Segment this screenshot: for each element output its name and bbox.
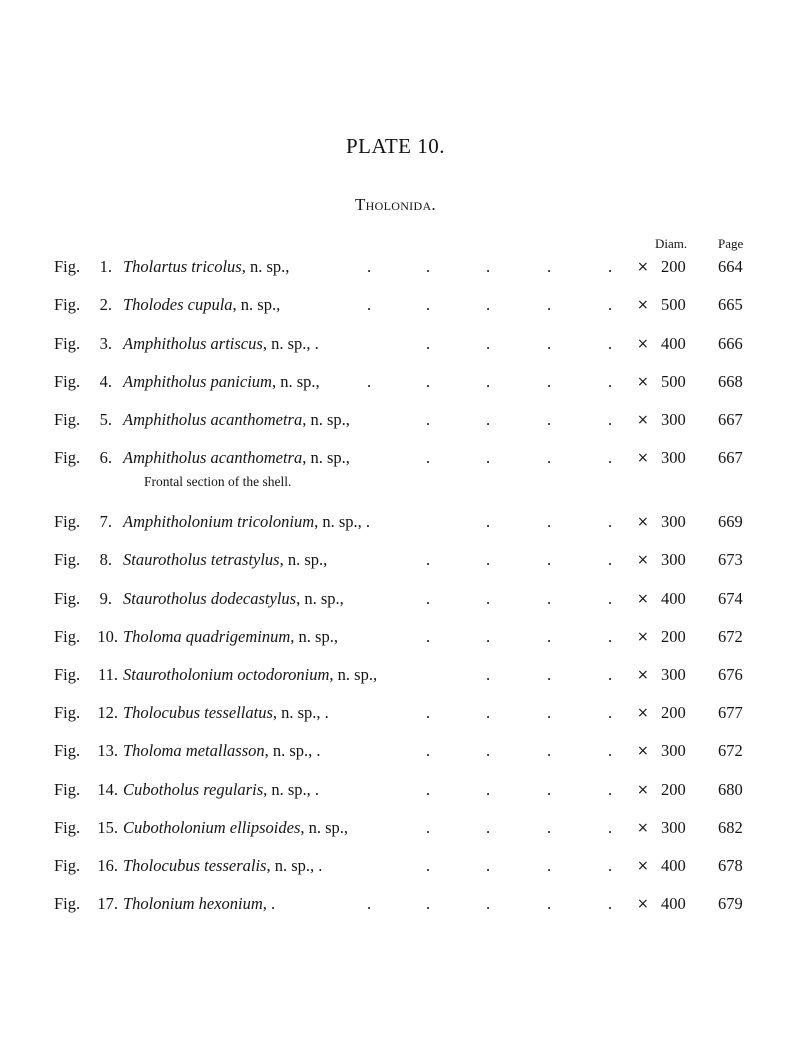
leader-dot: . bbox=[547, 780, 552, 799]
species-binomial: Tholocubus tessellatus bbox=[123, 703, 273, 722]
figure-row bbox=[0, 741, 800, 765]
figure-label: Fig. bbox=[54, 665, 81, 684]
leader-dot: . bbox=[547, 665, 552, 684]
figure-row bbox=[0, 334, 800, 358]
species-name bbox=[123, 627, 338, 647]
leader-dot: . bbox=[486, 257, 491, 276]
leader-dot: . bbox=[608, 665, 613, 684]
leader-dot: . bbox=[608, 334, 613, 353]
species-suffix: , n. sp., . bbox=[264, 741, 321, 760]
leader-dot: . bbox=[547, 295, 552, 314]
figure-label: Fig. bbox=[54, 410, 81, 429]
species-binomial: Tholonium hexonium bbox=[123, 894, 263, 913]
species-name bbox=[123, 410, 350, 430]
figure-number: 2. bbox=[99, 295, 112, 314]
species-suffix: , . bbox=[262, 894, 276, 913]
species-suffix: , n. sp., bbox=[290, 627, 338, 646]
leader-dot: . bbox=[547, 334, 552, 353]
times-sign: × bbox=[637, 374, 649, 390]
leader-dot: . bbox=[426, 627, 431, 646]
figure-number: 13. bbox=[97, 741, 118, 760]
leader-dot: . bbox=[608, 410, 613, 429]
species-name bbox=[123, 856, 322, 876]
leader-dot: . bbox=[426, 372, 431, 391]
leader-dot: . bbox=[426, 856, 431, 875]
page-number: 666 bbox=[718, 334, 743, 353]
species-suffix: , n. sp., bbox=[232, 295, 281, 314]
leader-dot: . bbox=[547, 856, 552, 875]
magnification-value: 400 bbox=[661, 894, 686, 913]
figure-label: Fig. bbox=[54, 780, 81, 799]
leader-dot: . bbox=[367, 372, 372, 391]
figure-row bbox=[0, 627, 800, 651]
leader-dot: . bbox=[426, 741, 431, 760]
magnification-value: 300 bbox=[661, 448, 686, 467]
species-suffix: , n. sp., . bbox=[263, 780, 320, 799]
page-number: 668 bbox=[718, 372, 743, 391]
leader-dot: . bbox=[367, 295, 372, 314]
leader-dot: . bbox=[486, 550, 491, 569]
figure-number: 11. bbox=[97, 665, 118, 684]
column-header-diam: Diam. bbox=[655, 236, 688, 251]
leader-dot: . bbox=[367, 894, 372, 913]
times-sign: × bbox=[637, 667, 649, 683]
species-suffix: , n. sp., . bbox=[262, 334, 319, 353]
leader-dot: . bbox=[547, 257, 552, 276]
page-number: 679 bbox=[718, 894, 743, 913]
times-sign: × bbox=[637, 514, 649, 530]
page-number: 672 bbox=[718, 741, 743, 760]
species-binomial: Cubotholonium ellipsoides bbox=[123, 818, 301, 837]
magnification-value: 300 bbox=[661, 512, 686, 531]
figure-number: 14. bbox=[97, 780, 118, 799]
leader-dot: . bbox=[486, 627, 491, 646]
plate-title-text: PLATE 10. bbox=[346, 134, 445, 158]
figure-label: Fig. bbox=[54, 627, 81, 646]
figure-row bbox=[0, 894, 800, 918]
figure-row bbox=[0, 448, 800, 472]
species-name bbox=[123, 334, 319, 354]
leader-dot: . bbox=[608, 894, 613, 913]
figure-number: 6. bbox=[99, 448, 112, 467]
page-number: 673 bbox=[718, 550, 743, 569]
figure-note: Frontal section of the shell. bbox=[144, 474, 292, 489]
species-name bbox=[123, 295, 280, 315]
figure-number: 9. bbox=[99, 589, 112, 608]
species-name bbox=[123, 780, 319, 800]
species-name bbox=[123, 741, 321, 761]
leader-dot: . bbox=[426, 780, 431, 799]
times-sign: × bbox=[637, 896, 649, 912]
leader-dot: . bbox=[608, 257, 613, 276]
species-name bbox=[123, 512, 370, 532]
leader-dot: . bbox=[608, 856, 613, 875]
magnification-value: 400 bbox=[661, 589, 686, 608]
figure-number: 4. bbox=[99, 372, 112, 391]
species-binomial: Tholodes cupula bbox=[123, 295, 233, 314]
magnification-value: 400 bbox=[661, 856, 686, 875]
leader-dot: . bbox=[426, 334, 431, 353]
page-number: 678 bbox=[718, 856, 743, 875]
leader-dot: . bbox=[547, 410, 552, 429]
leader-dot: . bbox=[486, 780, 491, 799]
section-title: Tholonida. bbox=[355, 195, 436, 214]
leader-dot: . bbox=[486, 818, 491, 837]
leader-dot: . bbox=[547, 818, 552, 837]
leader-dot: . bbox=[547, 372, 552, 391]
leader-dot: . bbox=[547, 703, 552, 722]
leader-dot: . bbox=[547, 741, 552, 760]
page-number: 674 bbox=[718, 589, 743, 608]
figure-number: 5. bbox=[99, 410, 112, 429]
leader-dot: . bbox=[608, 550, 613, 569]
leader-dot: . bbox=[486, 448, 491, 467]
species-binomial: Tholoma metallasson bbox=[123, 741, 265, 760]
leader-dot: . bbox=[486, 894, 491, 913]
species-binomial: Amphitholus panicium bbox=[123, 372, 272, 391]
magnification-value: 200 bbox=[661, 627, 686, 646]
times-sign: × bbox=[637, 336, 649, 352]
species-name bbox=[123, 703, 329, 723]
figure-label: Fig. bbox=[54, 257, 81, 276]
magnification-value: 300 bbox=[661, 410, 686, 429]
page-number: 680 bbox=[718, 780, 743, 799]
times-sign: × bbox=[637, 820, 649, 836]
figure-row bbox=[0, 295, 800, 319]
species-binomial: Cubotholus regularis bbox=[123, 780, 264, 799]
species-name bbox=[123, 372, 320, 392]
species-suffix: , n. sp., bbox=[241, 257, 290, 276]
figure-row bbox=[0, 780, 800, 804]
magnification-value: 500 bbox=[661, 372, 686, 391]
leader-dot: . bbox=[486, 295, 491, 314]
species-suffix: , n. sp., . bbox=[314, 512, 371, 531]
figure-label: Fig. bbox=[54, 741, 81, 760]
figure-number: 3. bbox=[99, 334, 112, 353]
figure-label: Fig. bbox=[54, 589, 81, 608]
species-suffix: , n. sp., bbox=[296, 589, 344, 608]
species-name bbox=[123, 665, 377, 685]
species-name bbox=[123, 257, 289, 277]
magnification-value: 300 bbox=[661, 818, 686, 837]
figure-row bbox=[0, 665, 800, 689]
leader-dot: . bbox=[547, 589, 552, 608]
species-suffix: , n. sp., . bbox=[266, 856, 323, 875]
leader-dot: . bbox=[608, 589, 613, 608]
species-suffix: , n. sp., bbox=[271, 372, 320, 391]
species-name bbox=[123, 818, 348, 838]
page-number: 672 bbox=[718, 627, 743, 646]
leader-dot: . bbox=[426, 703, 431, 722]
figure-label: Fig. bbox=[54, 818, 81, 837]
leader-dot: . bbox=[486, 372, 491, 391]
species-binomial: Amphitholus acanthometra bbox=[123, 448, 303, 467]
figure-label: Fig. bbox=[54, 334, 81, 353]
figure-number: 1. bbox=[99, 257, 112, 276]
figure-number: 15. bbox=[97, 818, 118, 837]
times-sign: × bbox=[637, 743, 649, 759]
figure-label: Fig. bbox=[54, 856, 81, 875]
leader-dot: . bbox=[426, 295, 431, 314]
leader-dot: . bbox=[367, 257, 372, 276]
leader-dot: . bbox=[486, 589, 491, 608]
times-sign: × bbox=[637, 591, 649, 607]
leader-dot: . bbox=[608, 780, 613, 799]
figure-label: Fig. bbox=[54, 703, 81, 722]
times-sign: × bbox=[637, 705, 649, 721]
figure-row bbox=[0, 856, 800, 880]
species-suffix: , n. sp., bbox=[300, 818, 349, 837]
figure-row bbox=[0, 410, 800, 434]
magnification-value: 200 bbox=[661, 703, 686, 722]
species-suffix: , n. sp., bbox=[329, 665, 378, 684]
page-number: 677 bbox=[718, 703, 743, 722]
page-number: 676 bbox=[718, 665, 743, 684]
figure-row bbox=[0, 372, 800, 396]
figure-label: Fig. bbox=[54, 894, 81, 913]
figure-number: 16. bbox=[97, 856, 118, 875]
magnification-value: 300 bbox=[661, 741, 686, 760]
leader-dot: . bbox=[608, 295, 613, 314]
species-name bbox=[123, 448, 350, 468]
figure-number: 17. bbox=[97, 894, 118, 913]
leader-dot: . bbox=[608, 512, 613, 531]
species-suffix: , n. sp., bbox=[302, 410, 350, 429]
leader-dot: . bbox=[547, 512, 552, 531]
figure-label: Fig. bbox=[54, 295, 81, 314]
magnification-value: 300 bbox=[661, 550, 686, 569]
species-suffix: , n. sp., . bbox=[272, 703, 329, 722]
times-sign: × bbox=[637, 450, 649, 466]
figure-row bbox=[0, 257, 800, 281]
magnification-value: 200 bbox=[661, 257, 686, 276]
species-binomial: Tholocubus tesseralis bbox=[123, 856, 267, 875]
leader-dot: . bbox=[426, 448, 431, 467]
leader-dot: . bbox=[486, 856, 491, 875]
leader-dot: . bbox=[426, 818, 431, 837]
page-number: 669 bbox=[718, 512, 743, 531]
species-binomial: Amphitholus artiscus bbox=[123, 334, 263, 353]
figure-label: Fig. bbox=[54, 512, 81, 531]
leader-dot: . bbox=[486, 665, 491, 684]
figure-row bbox=[0, 589, 800, 613]
species-suffix: , n. sp., bbox=[302, 448, 350, 467]
leader-dot: . bbox=[486, 512, 491, 531]
times-sign: × bbox=[637, 297, 649, 313]
species-binomial: Staurotholonium octodoronium bbox=[123, 665, 330, 684]
figure-label: Fig. bbox=[54, 448, 81, 467]
species-binomial: Tholartus tricolus bbox=[123, 257, 242, 276]
leader-dot: . bbox=[426, 589, 431, 608]
page-number: 667 bbox=[718, 448, 743, 467]
figure-row bbox=[0, 818, 800, 842]
leader-dot: . bbox=[426, 410, 431, 429]
magnification-value: 200 bbox=[661, 780, 686, 799]
magnification-value: 300 bbox=[661, 665, 686, 684]
leader-dot: . bbox=[608, 448, 613, 467]
column-header-page: Page bbox=[718, 236, 744, 251]
leader-dot: . bbox=[486, 703, 491, 722]
leader-dot: . bbox=[608, 741, 613, 760]
magnification-value: 400 bbox=[661, 334, 686, 353]
leader-dot: . bbox=[547, 448, 552, 467]
leader-dot: . bbox=[486, 410, 491, 429]
leader-dot: . bbox=[486, 741, 491, 760]
leader-dot: . bbox=[486, 334, 491, 353]
leader-dot: . bbox=[547, 627, 552, 646]
species-suffix: , n. sp., bbox=[279, 550, 328, 569]
page-number: 682 bbox=[718, 818, 743, 837]
magnification-value: 500 bbox=[661, 295, 686, 314]
species-binomial: Amphitholus acanthometra bbox=[123, 410, 303, 429]
page-number: 667 bbox=[718, 410, 743, 429]
figure-number: 10. bbox=[97, 627, 118, 646]
species-name bbox=[123, 894, 275, 914]
species-binomial: Staurotholus tetrastylus bbox=[123, 550, 280, 569]
leader-dot: . bbox=[426, 894, 431, 913]
page-number: 665 bbox=[718, 295, 743, 314]
species-name bbox=[123, 550, 327, 570]
leader-dot: . bbox=[426, 550, 431, 569]
times-sign: × bbox=[637, 552, 649, 568]
leader-dot: . bbox=[608, 372, 613, 391]
leader-dot: . bbox=[426, 257, 431, 276]
figure-row bbox=[0, 512, 800, 536]
figure-number: 7. bbox=[99, 512, 112, 531]
page-number: 664 bbox=[718, 257, 743, 276]
times-sign: × bbox=[637, 259, 649, 275]
species-name bbox=[123, 589, 344, 609]
figure-label: Fig. bbox=[54, 372, 81, 391]
leader-dot: . bbox=[547, 550, 552, 569]
leader-dot: . bbox=[608, 703, 613, 722]
leader-dot: . bbox=[608, 818, 613, 837]
figure-number: 12. bbox=[97, 703, 118, 722]
leader-dot: . bbox=[608, 627, 613, 646]
species-binomial: Amphitholonium tricolonium bbox=[123, 512, 315, 531]
times-sign: × bbox=[637, 782, 649, 798]
times-sign: × bbox=[637, 858, 649, 874]
figure-row bbox=[0, 703, 800, 727]
times-sign: × bbox=[637, 629, 649, 645]
figure-label: Fig. bbox=[54, 550, 81, 569]
species-binomial: Tholoma quadrigeminum bbox=[123, 627, 291, 646]
species-binomial: Staurotholus dodecastylus bbox=[123, 589, 297, 608]
figure-number: 8. bbox=[99, 550, 112, 569]
times-sign: × bbox=[637, 412, 649, 428]
leader-dot: . bbox=[547, 894, 552, 913]
figure-row bbox=[0, 550, 800, 574]
